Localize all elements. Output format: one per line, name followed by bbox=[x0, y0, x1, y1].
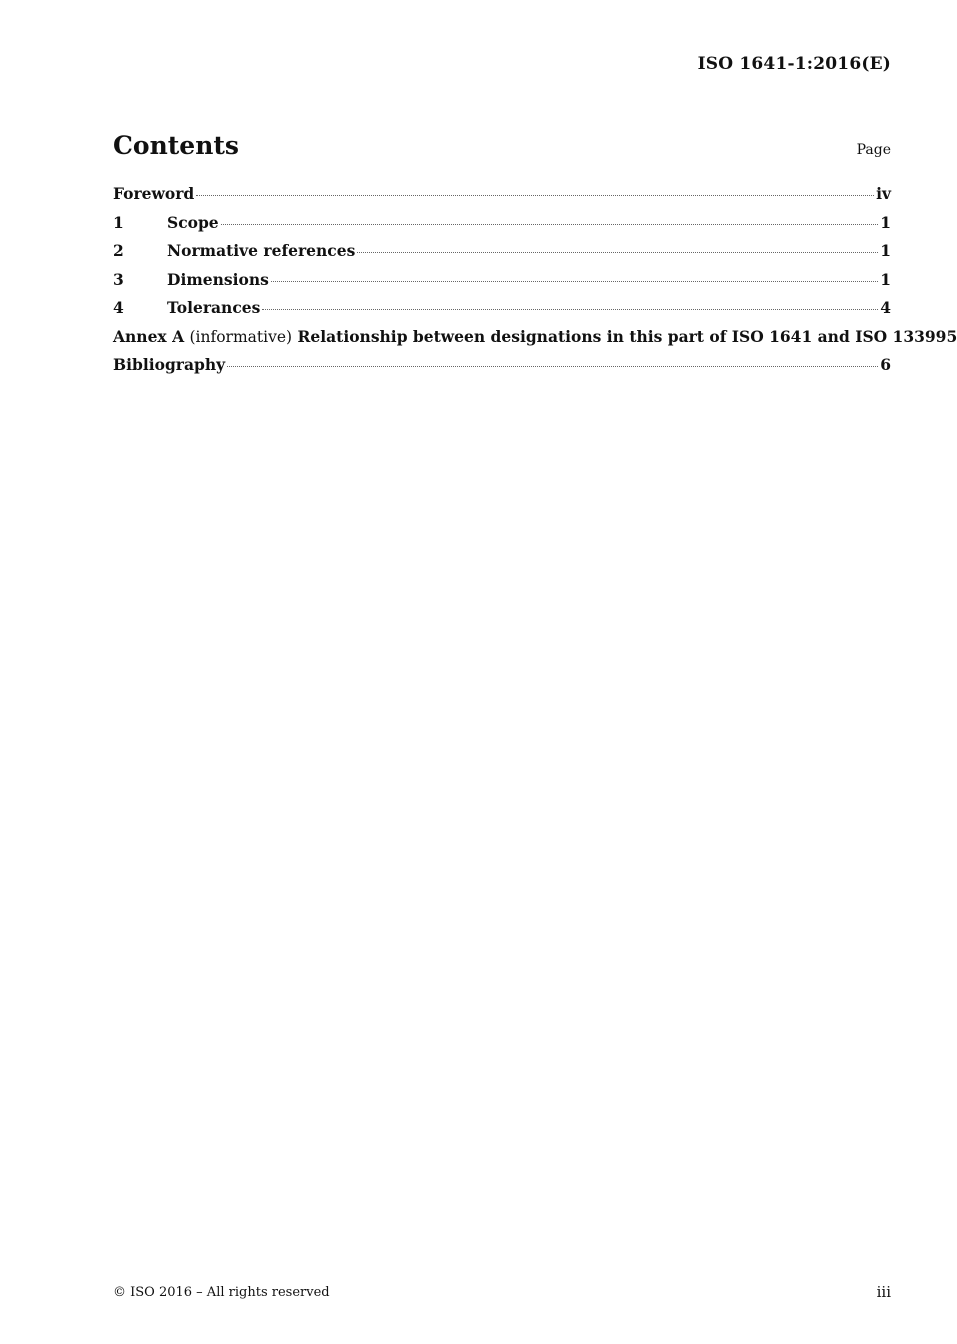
toc-entry-bibliography[interactable] bbox=[113, 355, 891, 384]
toc-entry-title: Scope bbox=[167, 212, 219, 232]
toc-entry-page: 1 bbox=[880, 269, 891, 289]
toc-annex-page: 5 bbox=[946, 326, 957, 346]
toc-leader-dots bbox=[271, 281, 878, 282]
toc-entry-title: Foreword bbox=[113, 184, 195, 203]
toc-entry-dimensions[interactable] bbox=[113, 270, 891, 299]
toc-entry-number: 4 bbox=[113, 298, 124, 317]
footer-page-number: iii bbox=[876, 1283, 891, 1301]
toc-entry-annex-a[interactable] bbox=[113, 326, 957, 356]
toc-entry-tolerances[interactable] bbox=[113, 298, 891, 327]
toc-entry-scope[interactable] bbox=[113, 213, 891, 242]
toc-entry-foreword[interactable] bbox=[113, 184, 891, 213]
toc-entry-title: Tolerances bbox=[167, 298, 261, 317]
page-column-label: Page bbox=[856, 142, 891, 158]
toc-leader-dots bbox=[221, 224, 879, 225]
toc-leader-dots bbox=[262, 309, 878, 310]
toc-annex-title: Relationship between designations in this part of ISO 1641 and ISO 13399 bbox=[297, 326, 947, 346]
toc-leader-dots bbox=[227, 366, 878, 367]
toc-entry-page: 4 bbox=[880, 298, 891, 317]
toc-entry-title: Dimensions bbox=[167, 269, 269, 289]
toc-entry-normative-references[interactable] bbox=[113, 241, 891, 270]
table-of-contents bbox=[113, 184, 957, 384]
toc-annex-label: Annex A bbox=[113, 326, 185, 346]
toc-entry-page: iv bbox=[876, 184, 891, 203]
toc-entry-number: 1 bbox=[113, 212, 124, 232]
toc-entry-page: 6 bbox=[880, 355, 891, 374]
toc-entry-number: 3 bbox=[113, 269, 124, 289]
toc-entry-title: Bibliography bbox=[113, 355, 226, 374]
footer-copyright: © ISO 2016 – All rights reserved bbox=[113, 1285, 330, 1300]
toc-entry-page: 1 bbox=[880, 241, 891, 260]
document-id: ISO 1641-1:2016(E) bbox=[697, 54, 891, 74]
toc-annex-qualifier: (informative) bbox=[189, 327, 293, 346]
toc-entry-page: 1 bbox=[880, 212, 891, 232]
toc-leader-dots bbox=[196, 195, 874, 196]
toc-leader-dots bbox=[357, 252, 878, 253]
toc-entry-title: Normative references bbox=[167, 241, 356, 260]
toc-entry-number: 2 bbox=[113, 241, 124, 260]
toc-annex-heading bbox=[113, 327, 946, 346]
contents-title: Contents bbox=[113, 131, 240, 160]
